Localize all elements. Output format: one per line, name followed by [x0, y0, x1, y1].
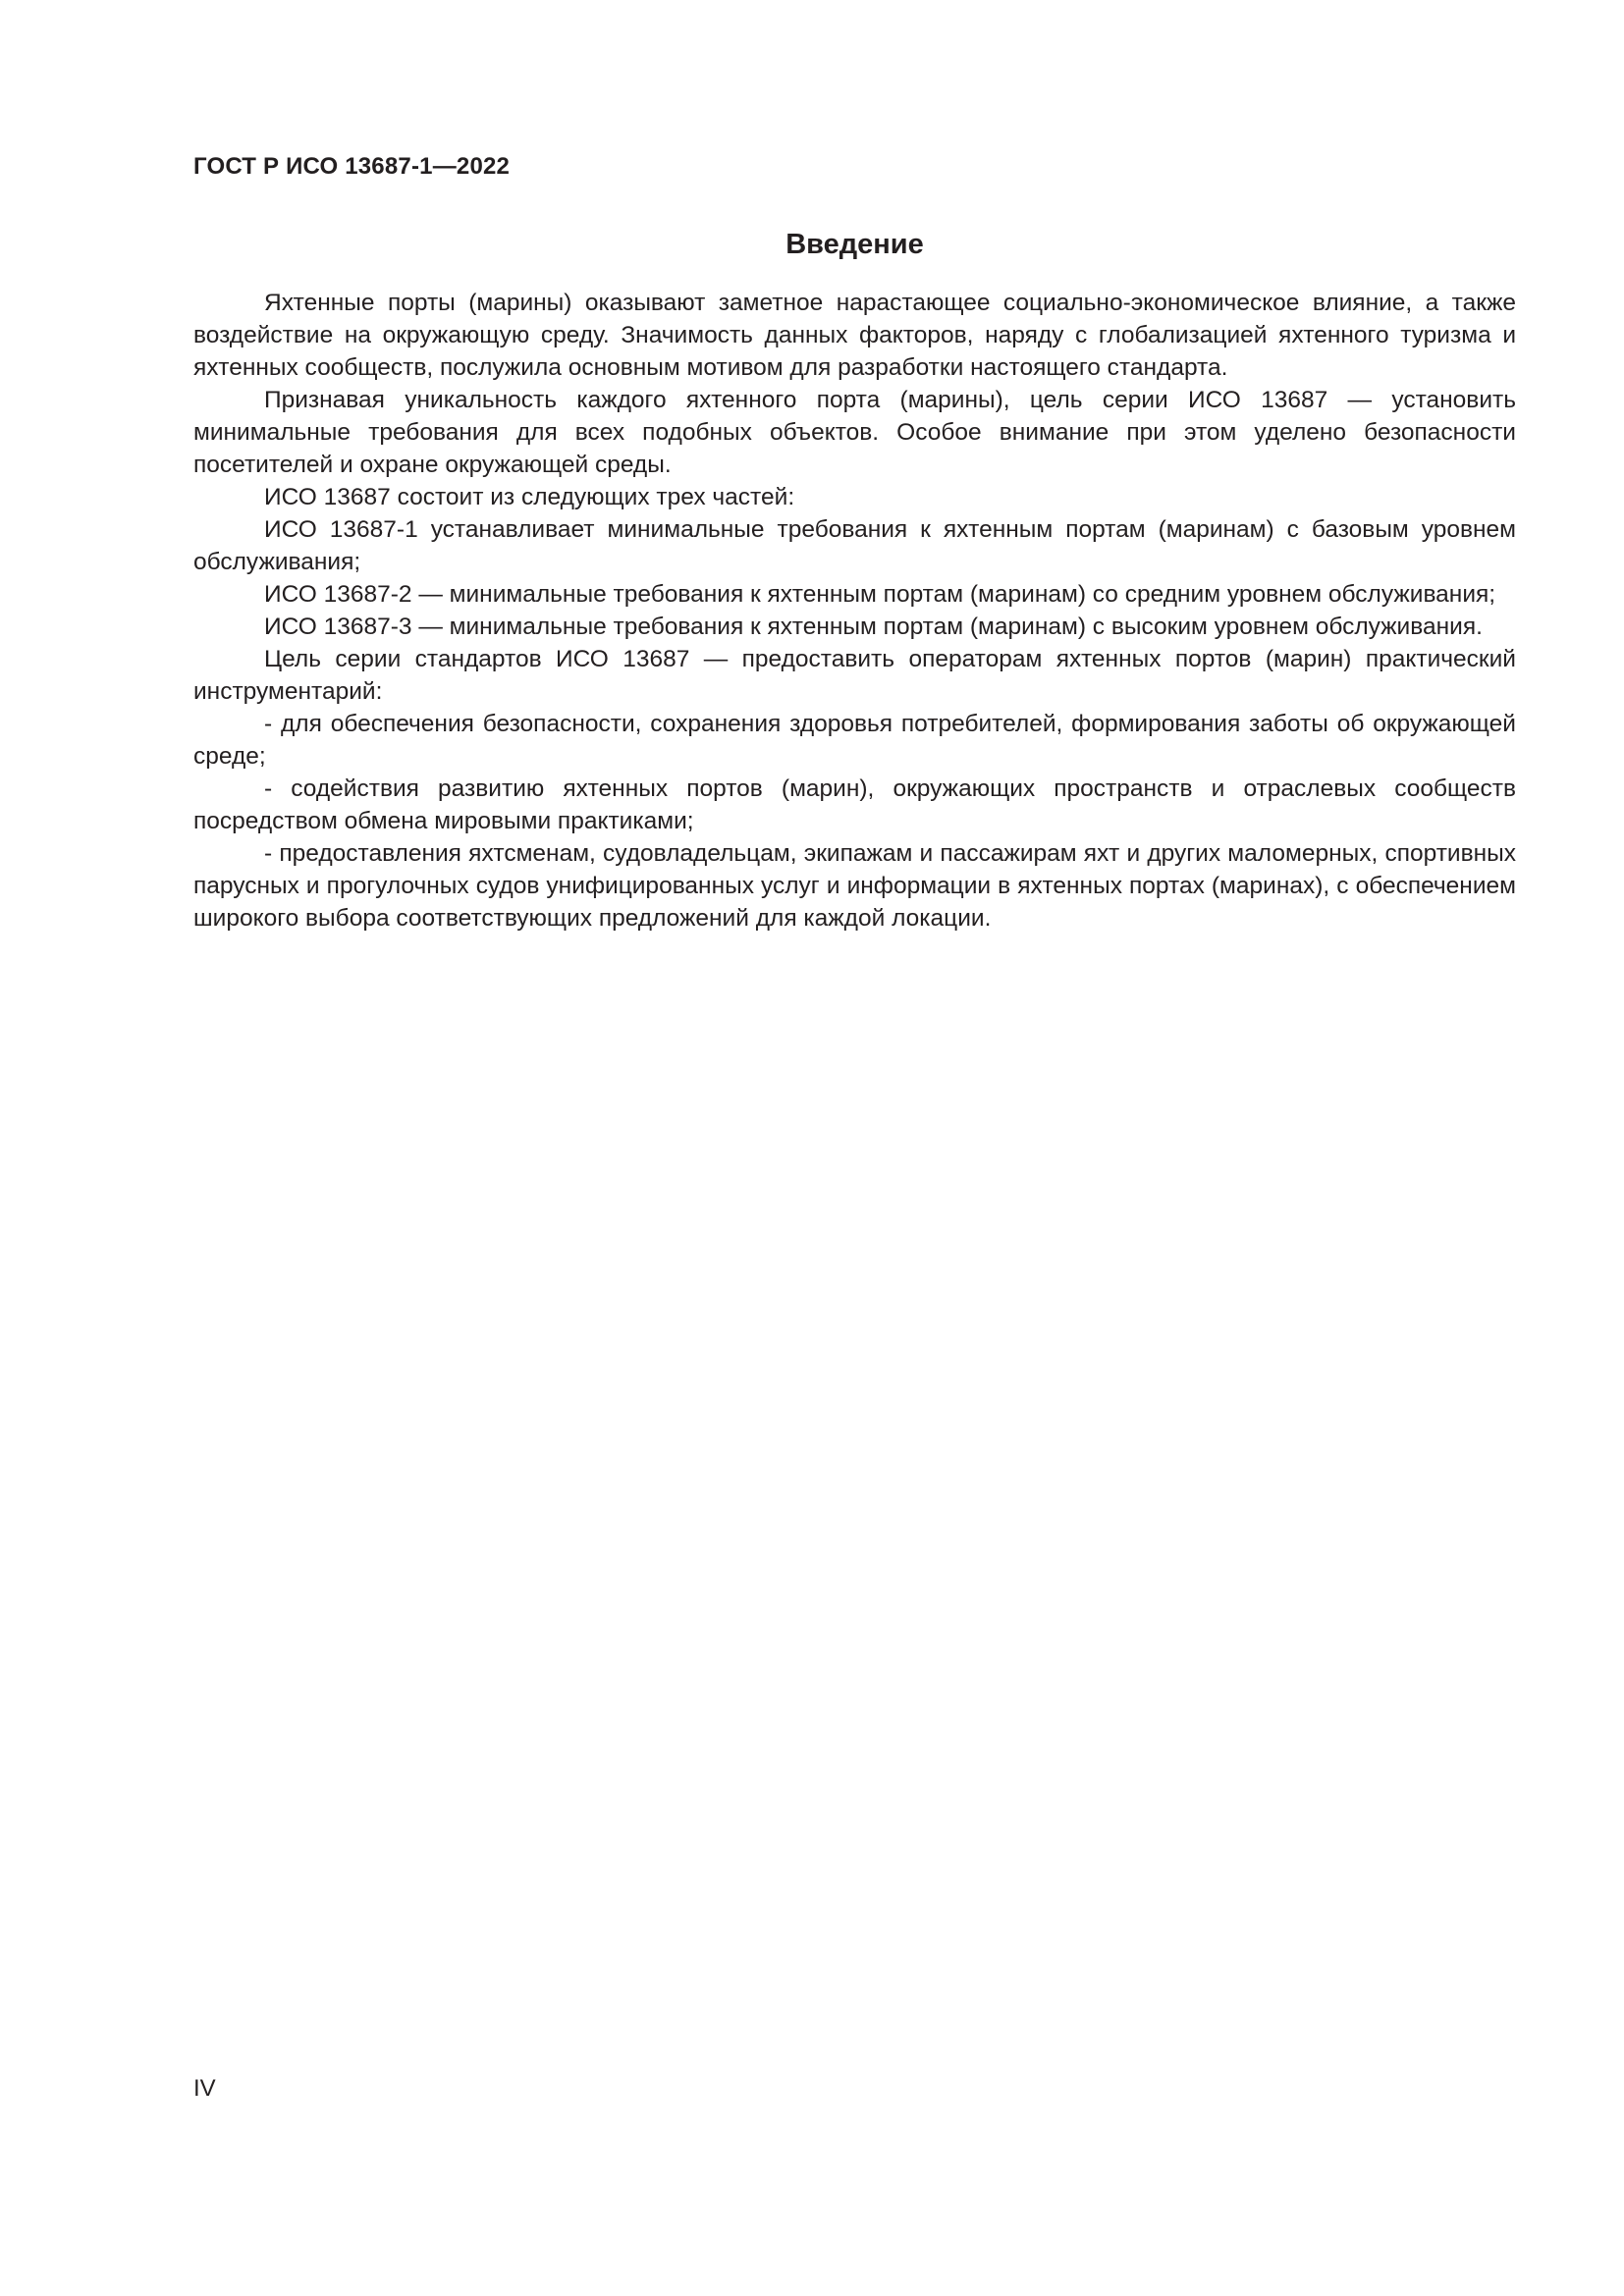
paragraph: ИСО 13687-1 устанавливает минимальные требования к яхтенным портам (маринам) с базовым уровнем обслуживания;	[193, 516, 1516, 575]
page-number: IV	[193, 2075, 216, 2102]
document-code: ГОСТ Р ИСО 13687-1—2022	[193, 153, 511, 180]
paragraph: Признавая уникальность каждого яхтенного порта (марины), цель серии ИСО 13687 — установить минимальные требования для всех подобных объектов. Особое внимание при этом уделено безопасности посетителей и охране окружающей среды.	[193, 387, 1516, 478]
list-item: - содействия развитию яхтенных портов (марин), окружающих пространств и отраслевых сообществ посредством обмена мировыми практиками;	[193, 775, 1516, 834]
paragraph: ИСО 13687 состоит из следующих трех частей:	[264, 484, 795, 510]
section-body	[193, 287, 1516, 934]
paragraph: Яхтенные порты (марины) оказывают заметное нарастающее социально-экономическое влияние, а также воздействие на окружающую среду. Значимость данных факторов, наряду с глобализацией яхтенного туризма и яхтенных сообществ, послужила основным мотивом для разработки настоящего стандарта.	[193, 290, 1516, 381]
paragraph: ИСО 13687-3 — минимальные требования к яхтенным портам (маринам) с высоким уровнем обслуживания.	[264, 614, 1483, 640]
paragraph: ИСО 13687-2 — минимальные требования к яхтенным портам (маринам) со средним уровнем обслуживания;	[264, 581, 1496, 608]
list-item: - предоставления яхтсменам, судовладельцам, экипажам и пассажирам яхт и других маломерных, спортивных парусных и прогулочных судов унифицированных услуг и информации в яхтенных портах (маринах), с обеспечением широкого выбора соответствующих предложений для каждой локации.	[193, 840, 1516, 932]
section-title: Введение	[785, 229, 924, 260]
paragraph: Цель серии стандартов ИСО 13687 — предоставить операторам яхтенных портов (марин) практический инструментарий:	[193, 646, 1516, 705]
list-item: - для обеспечения безопасности, сохранения здоровья потребителей, формирования заботы об окружающей среде;	[193, 711, 1516, 770]
